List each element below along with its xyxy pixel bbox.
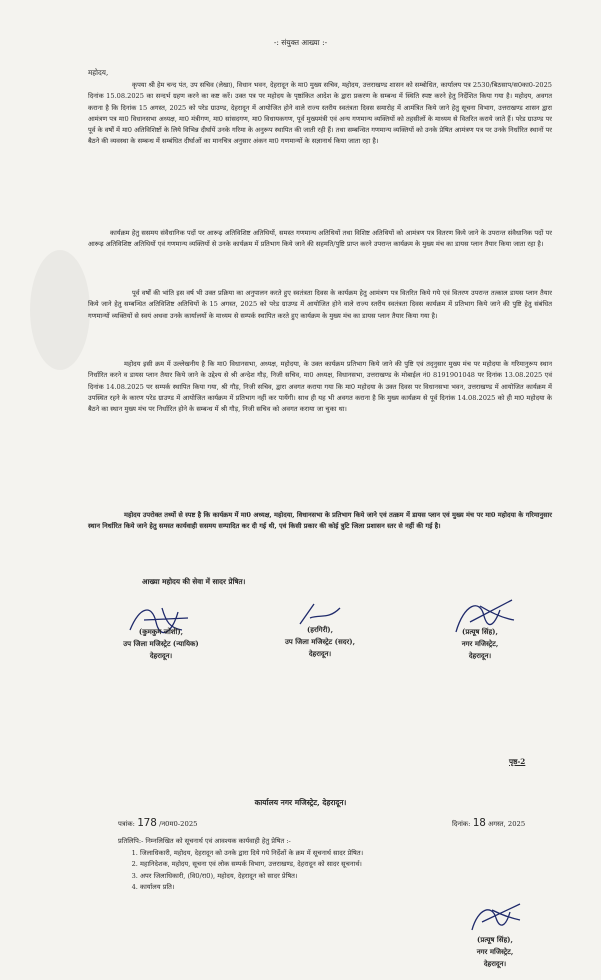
final-signatory-name: (प्रत्यूष सिंह), <box>477 935 513 944</box>
letter-number-prefix: पत्रांक: <box>118 820 135 828</box>
signatory-2-name: (हरगिरी), <box>306 625 334 634</box>
signatory-1-name: (कुमकुम जोशी), <box>138 627 184 636</box>
final-signatory-place: देहरादून। <box>483 959 507 968</box>
letter-number-value: 178 <box>137 816 157 829</box>
page-number: पृष्ठ-2 <box>509 757 526 766</box>
paragraph-3: पूर्व वर्षों की भांति इस वर्ष भी उक्त प्रक्रिया का अनुपालन करते हुए स्वतंत्रता दिवस के कार्यक्रम हेतु आमंत्रण पत्र वितरित किये गये एवं वितरण उपरान्त तत्काल डायस प्लान तैयार किये जाने हेतु सम्बन्धित अतिविशिष्ट अतिथियों के 15 अगस्त, 2025 को परेड ग्राउण्ड में आयोजित होने वाले राज्य स्तरीय स्वतंत्रता दिवस कार्यक्रम में प्रतिभाग किये जाने की पुष्टि हेतु संबंधित गणमान्यों व्यक्तियों से स्वयं अथवा उनके कार्यालयों के माध्यम से सम्पर्क स्थापित करते हुए कार्यक्रम के मुख्य मंच का डायस प्लान तैयार किया गया है। <box>88 289 552 320</box>
final-signature-block <box>440 900 550 980</box>
copy-to-section <box>118 836 558 894</box>
paragraph-4: महोदय इसी क्रम में उल्लेखनीय है कि मा0 विधानसभा, अध्यक्ष, महोदया, के उक्त कार्यक्रम प्रतिभाग किये जाने की पुष्टि एवं तद्नुसार मुख्य मंच पर महोदया के गरिमानुरूप स्थान निर्धारित करने व डायस प्लान तैयार किये जाने के उद्देश्य से श्री अन्देश गौड़, निजी सचिव, मा0 अध्यक्ष, विधानसभा, उत्तराखण्ड के मोबाईल नं0 8191901048 पर दिनांक 13.08.2025 एवं दिनांक 14.08.2025 पर सम्पर्क स्थापित किया गया, श्री गौड़, निजी सचिव, द्वारा अवगत कराया गया कि मा0 महोदया के उक्त दिवस पर विधानसभा भवन, उत्तराखण्ड में आयोजित कार्यक्रम में उपस्थित रहने के कारण परेड ग्राउण्ड में आयोजित कार्यक्रम में प्रतिभाग नहीं कर पायेंगी। साथ ही यह भी अवगत कराना है कि मुख्य कार्यक्रम से पूर्व दिनांक 14.08.2025 को ही मा0 महोदया के बैठने का स्थान मुख्य मंच पर निर्धारित होने के सम्बन्ध में श्री गौड़, निजी सचिव को अवगत कराया जा चुका था। <box>88 360 552 414</box>
paragraph-5: महोदय उपरोक्त तथ्यों से स्पष्ट है कि कार्यक्रम में मा0 अध्यक्ष, महोदया, विधानसभा के प्रतिभाग किये जाने एवं तत्क्रम में डायस प्लान एवं मुख्य मंच पर मा0 महोदया के गरिमानुसार स्थान निर्धारित किये जाने हेतु समस्त कार्यवाही ससमय सम्पादित कर दी गई थी, एवं किसी प्रकार की कोई त्रुटि जिला प्रशासन स्तर से नहीं की गई है। <box>88 511 552 531</box>
letter-date-suffix: अगस्त, 2025 <box>488 820 526 828</box>
signatory-1-place: देहरादून। <box>149 651 173 660</box>
office-title: कार्यालय नगर मजिस्ट्रेट, देहरादून। <box>254 798 347 807</box>
copy-list-item: 2. महानिदेशक, महोदय, सूचना एवं लोक सम्पर्क विभाग, उत्तराखण्ड, देहरादून को सादर सूचनार्थ। <box>140 859 558 871</box>
copy-intro: प्रतिलिपि:- निम्नलिखित को सूचनार्थ एवं आवश्यक कार्यवाही हेतु प्रेषित :- <box>118 837 291 845</box>
report-heading: -: संयुक्त आख्या :- <box>273 38 328 47</box>
signature-block-3 <box>420 596 540 676</box>
copy-list <box>118 848 558 894</box>
signatory-3-name: (प्रत्यूष सिंह), <box>462 627 498 636</box>
forward-line: आख्या महोदय की सेवा में सादर प्रेषित। <box>142 577 246 586</box>
copy-list-item: 1. जिलाधिकारी, महोदय, देहरादून को उनके द्वारा दिये गये निर्देशों के क्रम में सूचनार्थ सादर प्रेषित। <box>140 848 558 860</box>
final-signatory-designation: नगर मजिस्ट्रेट, <box>476 947 514 956</box>
letter-date-prefix: दिनांक: <box>452 820 471 828</box>
paragraph-2: कार्यक्रम हेतु ससमय संवैधानिक पदों पर आरूढ़ अतिविशिष्ट अतिथियों, समस्त गणमान्य अतिथियों तथा विशिष्ट अतिथियों को आमंत्रण पत्र वितरण किये जाने के उपरान्त संवैधानिक पदों पर आरूढ़ अतिविशिष्ट अतिथियों एवं गणमान्य व्यक्तियों से उनके कार्यक्रम में प्रतिभाग किये जाने की सहमति/पुष्टि प्राप्त करने उपरान्त कार्यक्रम के मुख्य मंच का डायस प्लान तैयार किया जाता रहा है। <box>88 229 552 249</box>
letter-date-day: 18 <box>472 816 486 829</box>
signature-block-2 <box>250 600 390 670</box>
copy-list-item: 3. अपर जिलाधिकारी, (वि0/रा0), महोदय, देहरादून को सादर प्रेषित। <box>140 871 558 883</box>
salutation: महोदय, <box>88 68 109 77</box>
paragraph-1: कृपया श्री हेम चन्द पंत, उप सचिव (लेखा), विधान भवन, देहरादून के मा0 मुख्य सचिव, महोदय, उत्तराखण्ड शासन को सम्बोधित, कार्यालय पत्र 2530/बिठसाप/स0का0-2025 दिनांक 15.08.2025 का सन्दर्भ ग्रहण करने का कष्ट करें। उक्त पत्र पर महोदय के पृष्ठांकित आदेश के द्वारा प्रकरण के सम्बन्ध में स्थिति स्पष्ट करने हेतु निर्देशित किया गया है। महोदय, अवगत कराना है कि दिनांक 15 अगस्त, 2025 को परेड ग्राउण्ड, देहरादून में आयोजित होने वाले राज्य स्तरीय स्वतंत्रता दिवस समारोह में आमंत्रित किये जाने हेतु सूचना विभाग, उत्तराखण्ड शासन द्वारा आमंत्रण पत्र मा0 विधानसभा अध्यक्ष, मा0 मंत्रीगण, मा0 सांसदगण, मा0 विधायकगण, पूर्व मुख्यमंत्री एवं अन्य गणमान्य व्यक्तियों को तहसीलों के माध्यम से वितरित कराये जाते हैं। परेड ग्राउण्ड पर पूर्व के वर्षों में मा0 अतिविशिष्टों के लिये विभिन्न दीर्घायें उनके गरिमा के अनुरूप स्थापित की जाती रही हैं। तथा सम्बन्धित गणमान्य व्यक्तियों को उनके प्रेषित आमंत्रण पत्र पर उनके निर्धारित स्थानों पर बैठने की व्यवस्था के सम्बन्ध में सम्बंधित दीर्घाओं का मानचित्र अनुसार अंकन मा0 गणमान्यों के सज्ञानार्थ किया जाता रहा है। <box>88 81 552 146</box>
signatory-3-place: देहरादून। <box>468 651 492 660</box>
copy-list-item: 4. कार्यालय प्रति। <box>140 882 558 894</box>
signatory-3-designation: नगर मजिस्ट्रेट, <box>461 639 499 648</box>
signatory-2-place: देहरादून। <box>308 649 332 658</box>
letter-number-suffix: /न0म0-2025 <box>159 820 198 828</box>
signature-block-1 <box>96 600 226 670</box>
letter-number <box>118 816 197 829</box>
signatory-2-designation: उप जिला मजिस्ट्रेट (सदर), <box>284 637 356 646</box>
paper-smudge <box>30 250 90 370</box>
signatory-1-designation: उप जिला मजिस्ट्रेट (न्यायिक) <box>123 639 199 648</box>
letter-date <box>452 816 525 829</box>
final-signature-scribble <box>466 900 526 936</box>
